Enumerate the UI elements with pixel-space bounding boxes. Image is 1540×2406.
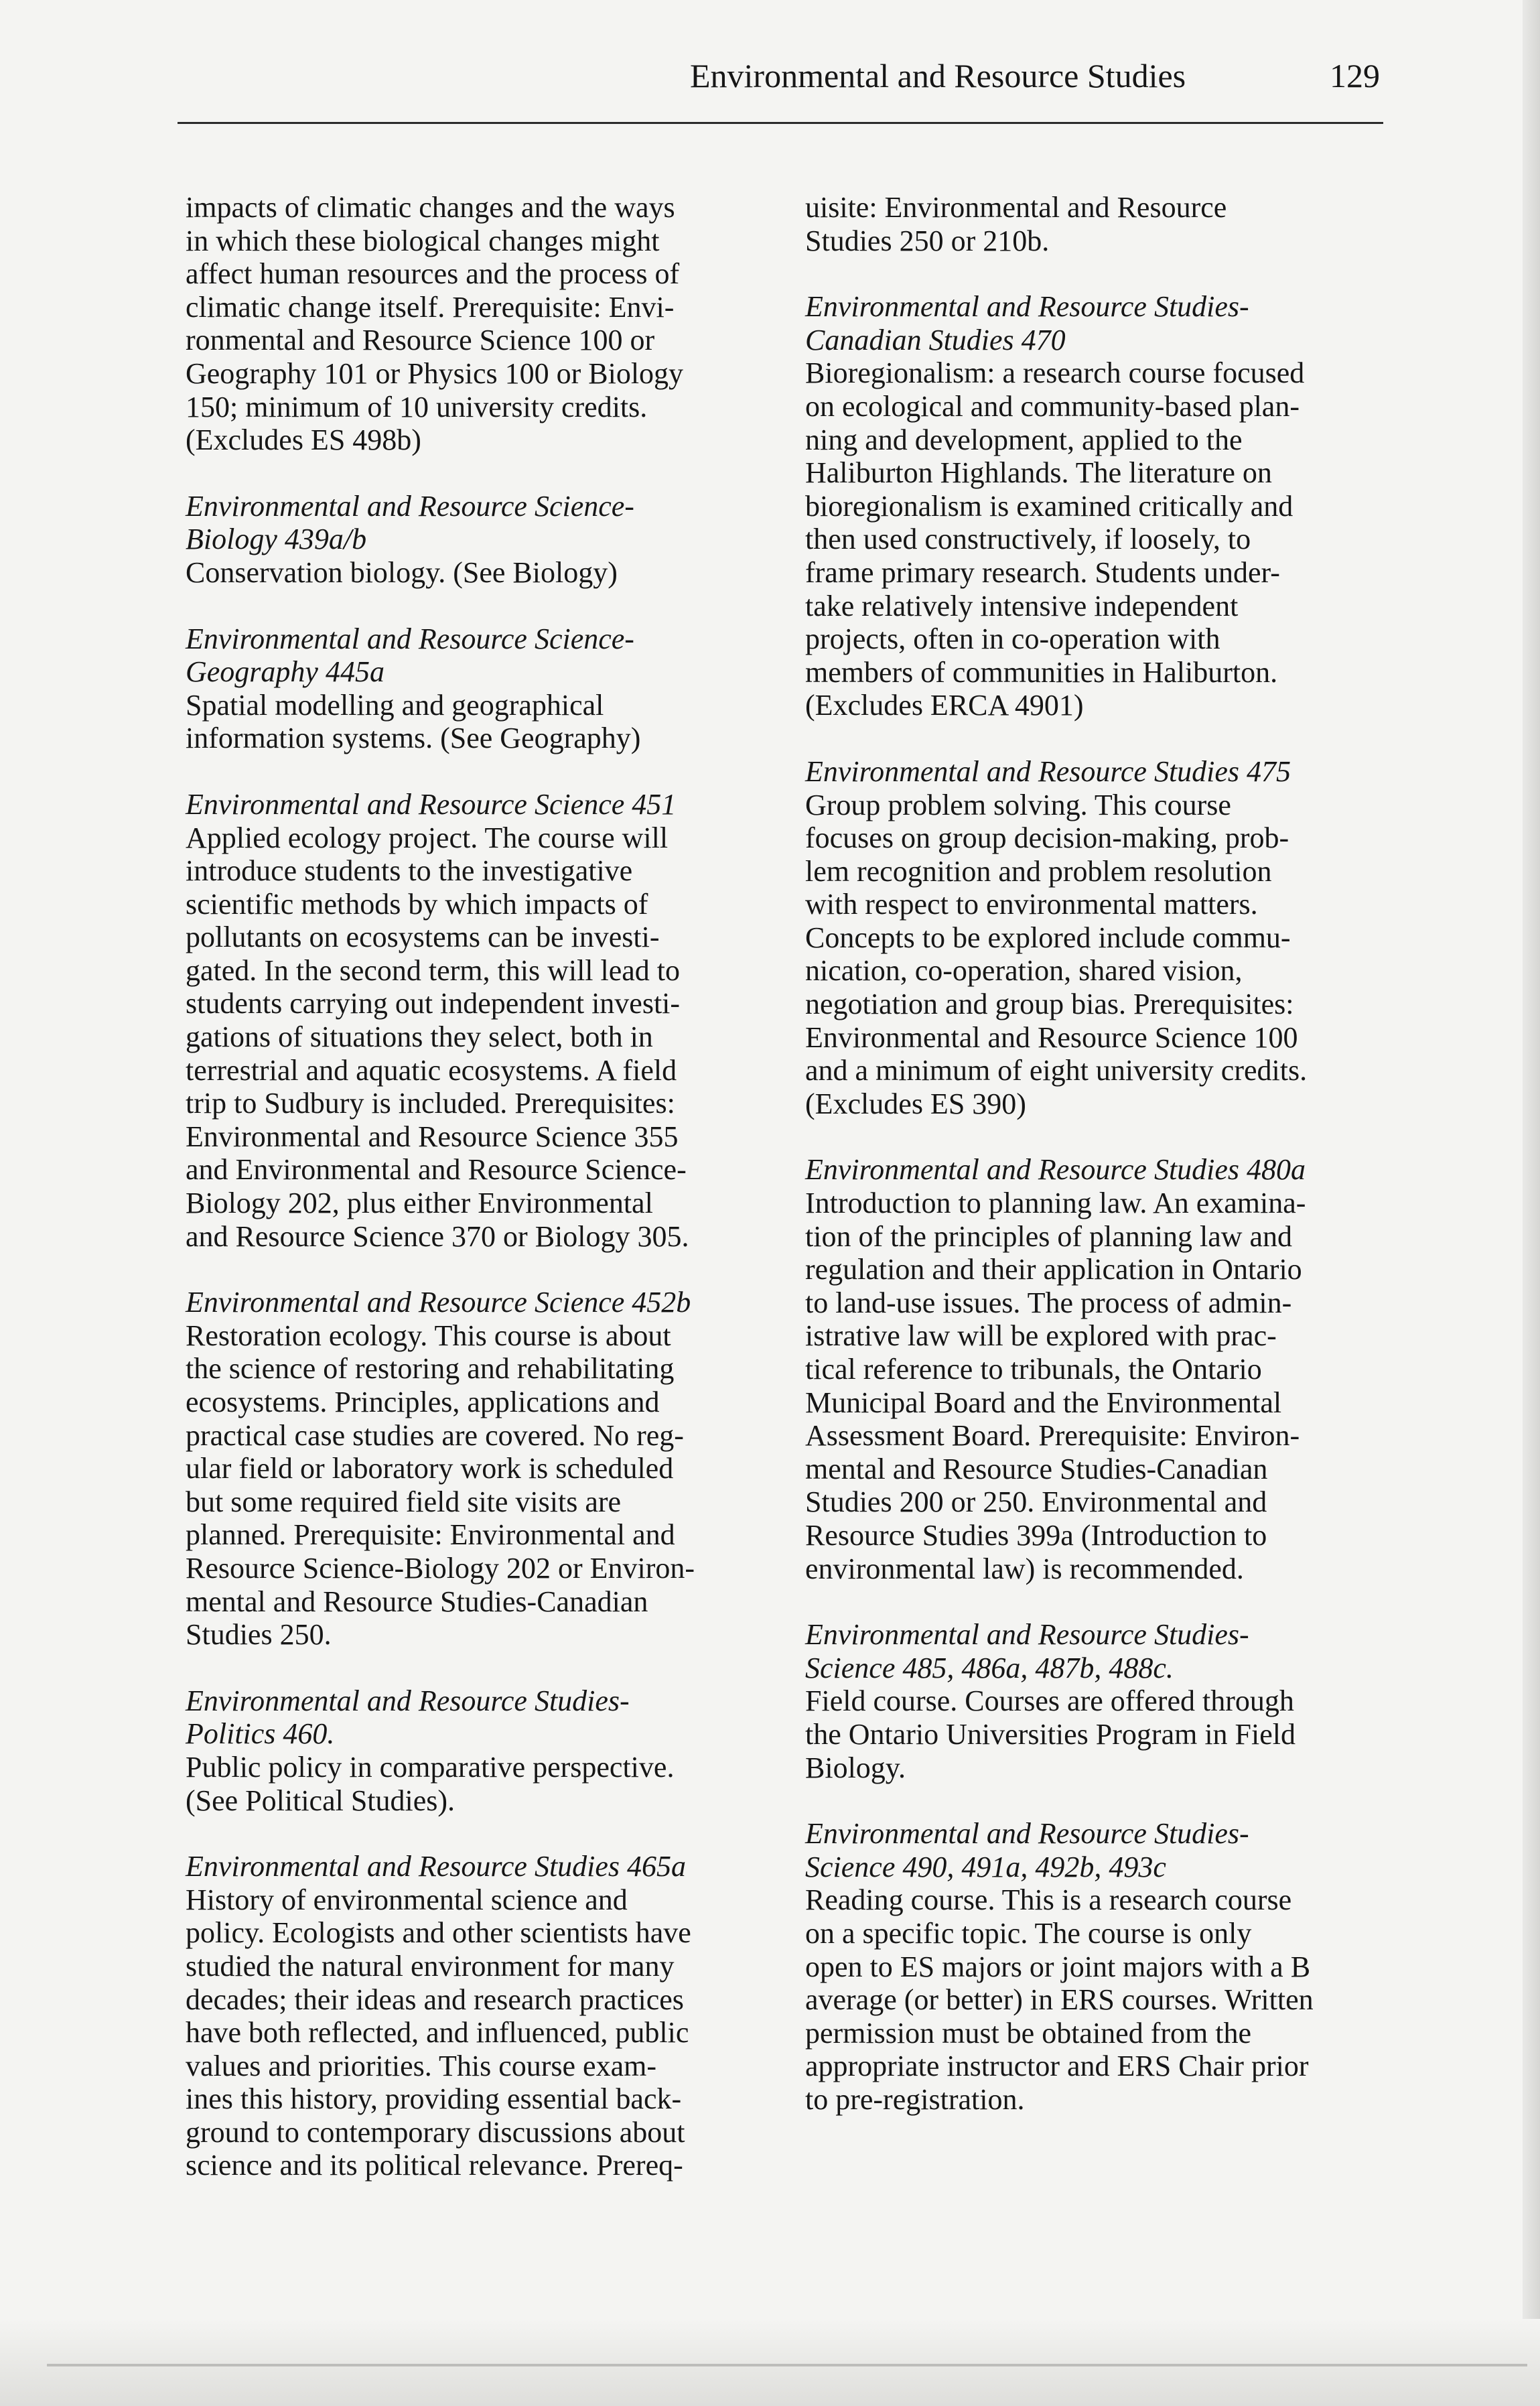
course-description: History of environmental science and policy. Ecologists and other scientists have studied the natural environment for many decades; their ideas and research practices have both reflected, and influenced, public values and priorities. This course exam- ines this history, providing essential back- ground to contemporary discussions about science and its political relevance. Prereq-: [186, 1883, 691, 2182]
course-title: Environmental and Resource Studies- Canadian Studies 470: [805, 290, 1249, 356]
course-description: Public policy in comparative perspective. (See Political Studies).: [186, 1750, 675, 1817]
course-entry: [186, 788, 788, 1253]
course-description: Conservation biology. (See Biology): [186, 555, 618, 589]
page-edge-shadow: [1523, 0, 1540, 2406]
course-description: impacts of climatic changes and the ways in which these biological changes might affect human resources and the process of climatic change itself. Prerequisite: Envi- ronmental and Resource Science 100 or Geography 101 or Physics 100 or Biology 150; minimum of 10 university credits. (Excludes ES 498b): [186, 191, 684, 457]
course-entry: [186, 622, 788, 755]
course-title: Environmental and Resource Science- Geography 445a: [186, 622, 634, 689]
course-title: Environmental and Resource Studies- Science 490, 491a, 492b, 493c: [805, 1817, 1249, 1883]
course-entry: [186, 1286, 788, 1652]
course-description: Field course. Courses are offered through the Ontario Universities Program in Field Biology.: [805, 1684, 1296, 1784]
course-description: uisite: Environmental and Resource Studies 250 or 210b.: [805, 191, 1227, 257]
course-entry-continued: [805, 191, 1395, 257]
course-description: Spatial modelling and geographical information systems. (See Geography): [186, 688, 641, 755]
left-column: [186, 191, 788, 2215]
right-column: [805, 191, 1395, 2149]
course-entry: [805, 1817, 1395, 2116]
course-entry: [186, 1684, 788, 1817]
course-entry: [186, 490, 788, 590]
course-description: Applied ecology project. The course will introduce students to the investigative scientific methods by which impacts of pollutants on ecosystems can be investi- gated. In the second term, this will lead to students carrying out independent investi- gations of situations they select, both in terrestrial and aquatic ecosystems. A field trip to Sudbury is included. Prerequisites: Environmental and Resource Science 355 and Environmental and Resource Science- Biology 202, plus either Environmental and Resource Science 370 or Biology 305.: [186, 821, 689, 1253]
page-bottom-edge: [47, 2364, 1527, 2366]
course-title: Environmental and Resource Science 452b: [186, 1286, 691, 1319]
course-title: Environmental and Resource Studies- Politics 460.: [186, 1684, 630, 1751]
course-entry: [805, 1153, 1395, 1585]
page-number: 129: [1330, 57, 1380, 94]
course-description: Group problem solving. This course focuses on group decision-making, prob- lem recognition and problem resolution with respect to environmental matters. Concepts to be explored include commu- nication, co-operation, shared vision, negotiation and group bias. Prerequisites: Environmental and Resource Science 100 and a minimum of eight university credits. (Excludes ES 390): [805, 788, 1308, 1120]
course-title: Environmental and Resource Studies- Science 485, 486a, 487b, 488c.: [805, 1618, 1249, 1684]
header-rule: [178, 122, 1383, 124]
course-description: Introduction to planning law. An examina- tion of the principles of planning law and regulation and their application in Ontario to land-use issues. The process of admin- istrative law will be explored with prac- tical reference to tribunals, the Ontario Municipal Board and the Environmental Assessment Board. Prerequisite: Environ- mental and Resource Studies-Canadian Studies 200 or 250. Environmental and Resource Studies 399a (Introduction to environmental law) is recommended.: [805, 1187, 1306, 1585]
course-entry-continued: [186, 191, 788, 457]
page-bottom-margin: [0, 2319, 1540, 2406]
course-description: Bioregionalism: a research course focused on ecological and community-based plan- ning and development, applied to the Haliburton Highlands. The literature on bioregionalism is examined critically and then used constructively, if loosely, to frame primary research. Students under- take relatively intensive independent projects, often in co-operation with members of communities in Haliburton. (Excludes ERCA 4901): [805, 356, 1305, 722]
course-entry: [805, 755, 1395, 1121]
course-title: Environmental and Resource Science 451: [186, 787, 677, 821]
course-description: Reading course. This is a research course on a specific topic. The course is only open to ES majors or joint majors with a B average (or better) in ERS courses. Written permission must be obtained from the appropriate instructor and ERS Chair prior to pre-registration.: [805, 1883, 1314, 2116]
running-head: [690, 52, 1380, 99]
course-description: Restoration ecology. This course is about the science of restoring and rehabilitating ecosystems. Principles, applications and practical case studies are covered. No reg- ular field or laboratory work is scheduled but some required field site visits are planned. Prerequisite: Environmental and Resource Science-Biology 202 or Environ- mental and Resource Studies-Canadian Studies 250.: [186, 1319, 695, 1652]
course-entry: [186, 1850, 788, 2182]
running-head-title: Environmental and Resource Studies: [690, 57, 1186, 94]
course-title: Environmental and Resource Studies 480a: [805, 1153, 1306, 1187]
course-entry: [805, 1618, 1395, 1784]
course-title: Environmental and Resource Studies 475: [805, 754, 1291, 788]
course-title: Environmental and Resource Studies 465a: [186, 1850, 687, 1883]
course-entry: [805, 290, 1395, 722]
course-title: Environmental and Resource Science- Biology 439a/b: [186, 489, 634, 556]
